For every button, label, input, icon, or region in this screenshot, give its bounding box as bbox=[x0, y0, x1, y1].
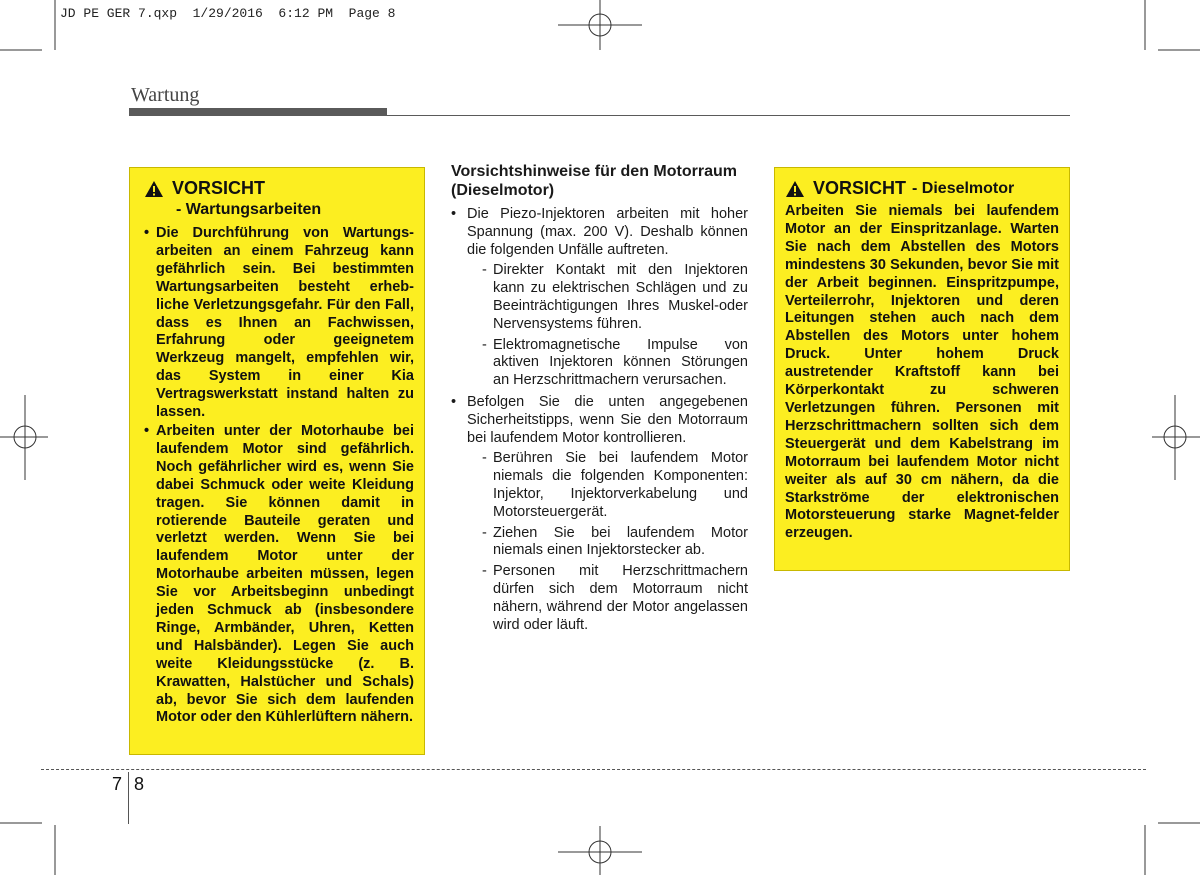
engine-bay-precautions bbox=[451, 162, 748, 634]
caution-title-suffix: - Dieselmotor bbox=[912, 179, 1015, 197]
registration-mark-top bbox=[558, 0, 642, 50]
chapter-number: 7 bbox=[112, 774, 123, 794]
warning-triangle-icon bbox=[785, 180, 805, 198]
caution-title: VORSICHT bbox=[813, 178, 907, 198]
page-number-divider bbox=[128, 772, 129, 824]
registration-mark-right bbox=[1152, 395, 1200, 480]
print-header: JD PE GER 7.qxp 1/29/2016 6:12 PM Page 8 bbox=[60, 6, 396, 21]
page-number: 8 bbox=[134, 774, 145, 794]
sub-item: - Direkter Kontakt mit den Injektoren kann zu elektrischen Schlägen und zu Beeinträchtigungen Ihres Muskel-oder Nervensystems führen. bbox=[467, 262, 748, 333]
caution-box-maintenance bbox=[129, 167, 425, 755]
sub-item: - Personen mit Herzschrittmachern dürfen sich dem Motorraum nicht nähern, während der Motor angelassen wird oder läuft. bbox=[467, 563, 748, 634]
sub-item: - Elektromagnetische Impulse von aktiven Injektoren können Störungen an Herzschrittmachern verursachen. bbox=[467, 337, 748, 390]
sub-item: - Ziehen Sie bei laufendem Motor niemals einen Injektorstecker ab. bbox=[467, 525, 748, 561]
caution-item: • Die Durchführung von Wartungs-arbeiten an einem Fahrzeug kann gefährlich sein. Bei bestimmten Wartungsarbeiten besteht erheb-liche Verletzungsgefahr. Für den Fall, dass es Ihnen an Fachwissen, Erfahrung oder geeignetem Werkzeug mangelt, empfehlen wir, das System in einer Kia Vertragswerkstatt instand halten zu lassen. bbox=[144, 225, 414, 422]
caution-text: Arbeiten Sie niemals bei laufendem Motor an der Einspritzanlage. Warten Sie nach dem Abstellen des Motors mindestens 30 Sekunden, bevor Sie mit der Arbeit beginnen. Einspritzpumpe, Verteilerrohr, Injektoren und deren Leitungen stehen auch nach dem Abstellen des Motors unter hohem Druck. Unter hohem Druck austretender Kraftstoff kann bei Körperkontakt zu schweren Verletzungen führen. Personen mit Herzschrittmachern sollten sich dem Steuergerät und dem Kabelstrang im Motorraum bei laufendem Motor nicht weiter als auf 30 cm nähern, da die Starkströme der elektronischen Motorsteuerung starke Magnet-felder erzeugen. bbox=[785, 203, 1059, 542]
bullet-text: Befolgen Sie die unten angegebenen Sicherheitstipps, wenn Sie den Motorraum bei laufendem Motor kontrollieren. bbox=[467, 393, 748, 446]
caution-header bbox=[785, 178, 1059, 199]
caution-title: VORSICHT bbox=[172, 178, 266, 198]
caution-list bbox=[144, 225, 414, 727]
list-item bbox=[451, 394, 748, 634]
precautions-heading: Vorsichtshinweise für den Motorraum (Dieselmotor) bbox=[451, 163, 737, 199]
section-rule-thick bbox=[129, 108, 387, 116]
caution-item: • Arbeiten unter der Motorhaube bei laufendem Motor sind gefährlich. Noch gefährlicher wird es, wenn Sie dabei Schmuck oder weite Kleidung tragen. Sie können damit in rotierende Bauteile geraten und verletzt werden. Wenn Sie bei laufendem Motor unter der Motorhaube arbeiten müssen, legen Sie vor Arbeitsbeginn unbedingt jeden Schmuck ab (insbesondere Ringe, Armbänder, Uhren, Ketten und Halsbänder). Legen Sie auch weite Kleidungsstücke (z. B. Krawatten, Halstücher und Schals) ab, bevor Sie sich dem laufenden Motor oder den Kühlerlüftern nähern. bbox=[144, 423, 414, 727]
caution-box-diesel bbox=[774, 167, 1070, 571]
warning-triangle-icon bbox=[144, 180, 164, 198]
list-item bbox=[451, 206, 748, 390]
bullet-text: Die Piezo-Injektoren arbeiten mit hoher Spannung (max. 200 V). Deshalb können die folgenden Unfälle auftreten. bbox=[467, 206, 748, 258]
registration-mark-left bbox=[0, 395, 48, 480]
caution-header bbox=[144, 178, 414, 199]
caution-subtitle: - Wartungsarbeiten bbox=[176, 201, 322, 218]
footer-rule bbox=[41, 769, 1146, 770]
registration-mark-bottom bbox=[558, 826, 642, 875]
section-rule-thin bbox=[387, 115, 1070, 116]
section-title: Wartung bbox=[131, 84, 200, 106]
sub-item: - Berühren Sie bei laufendem Motor niemals die folgenden Komponenten: Injektor, Injektorverkabelung und Motorsteuergerät. bbox=[467, 450, 748, 521]
